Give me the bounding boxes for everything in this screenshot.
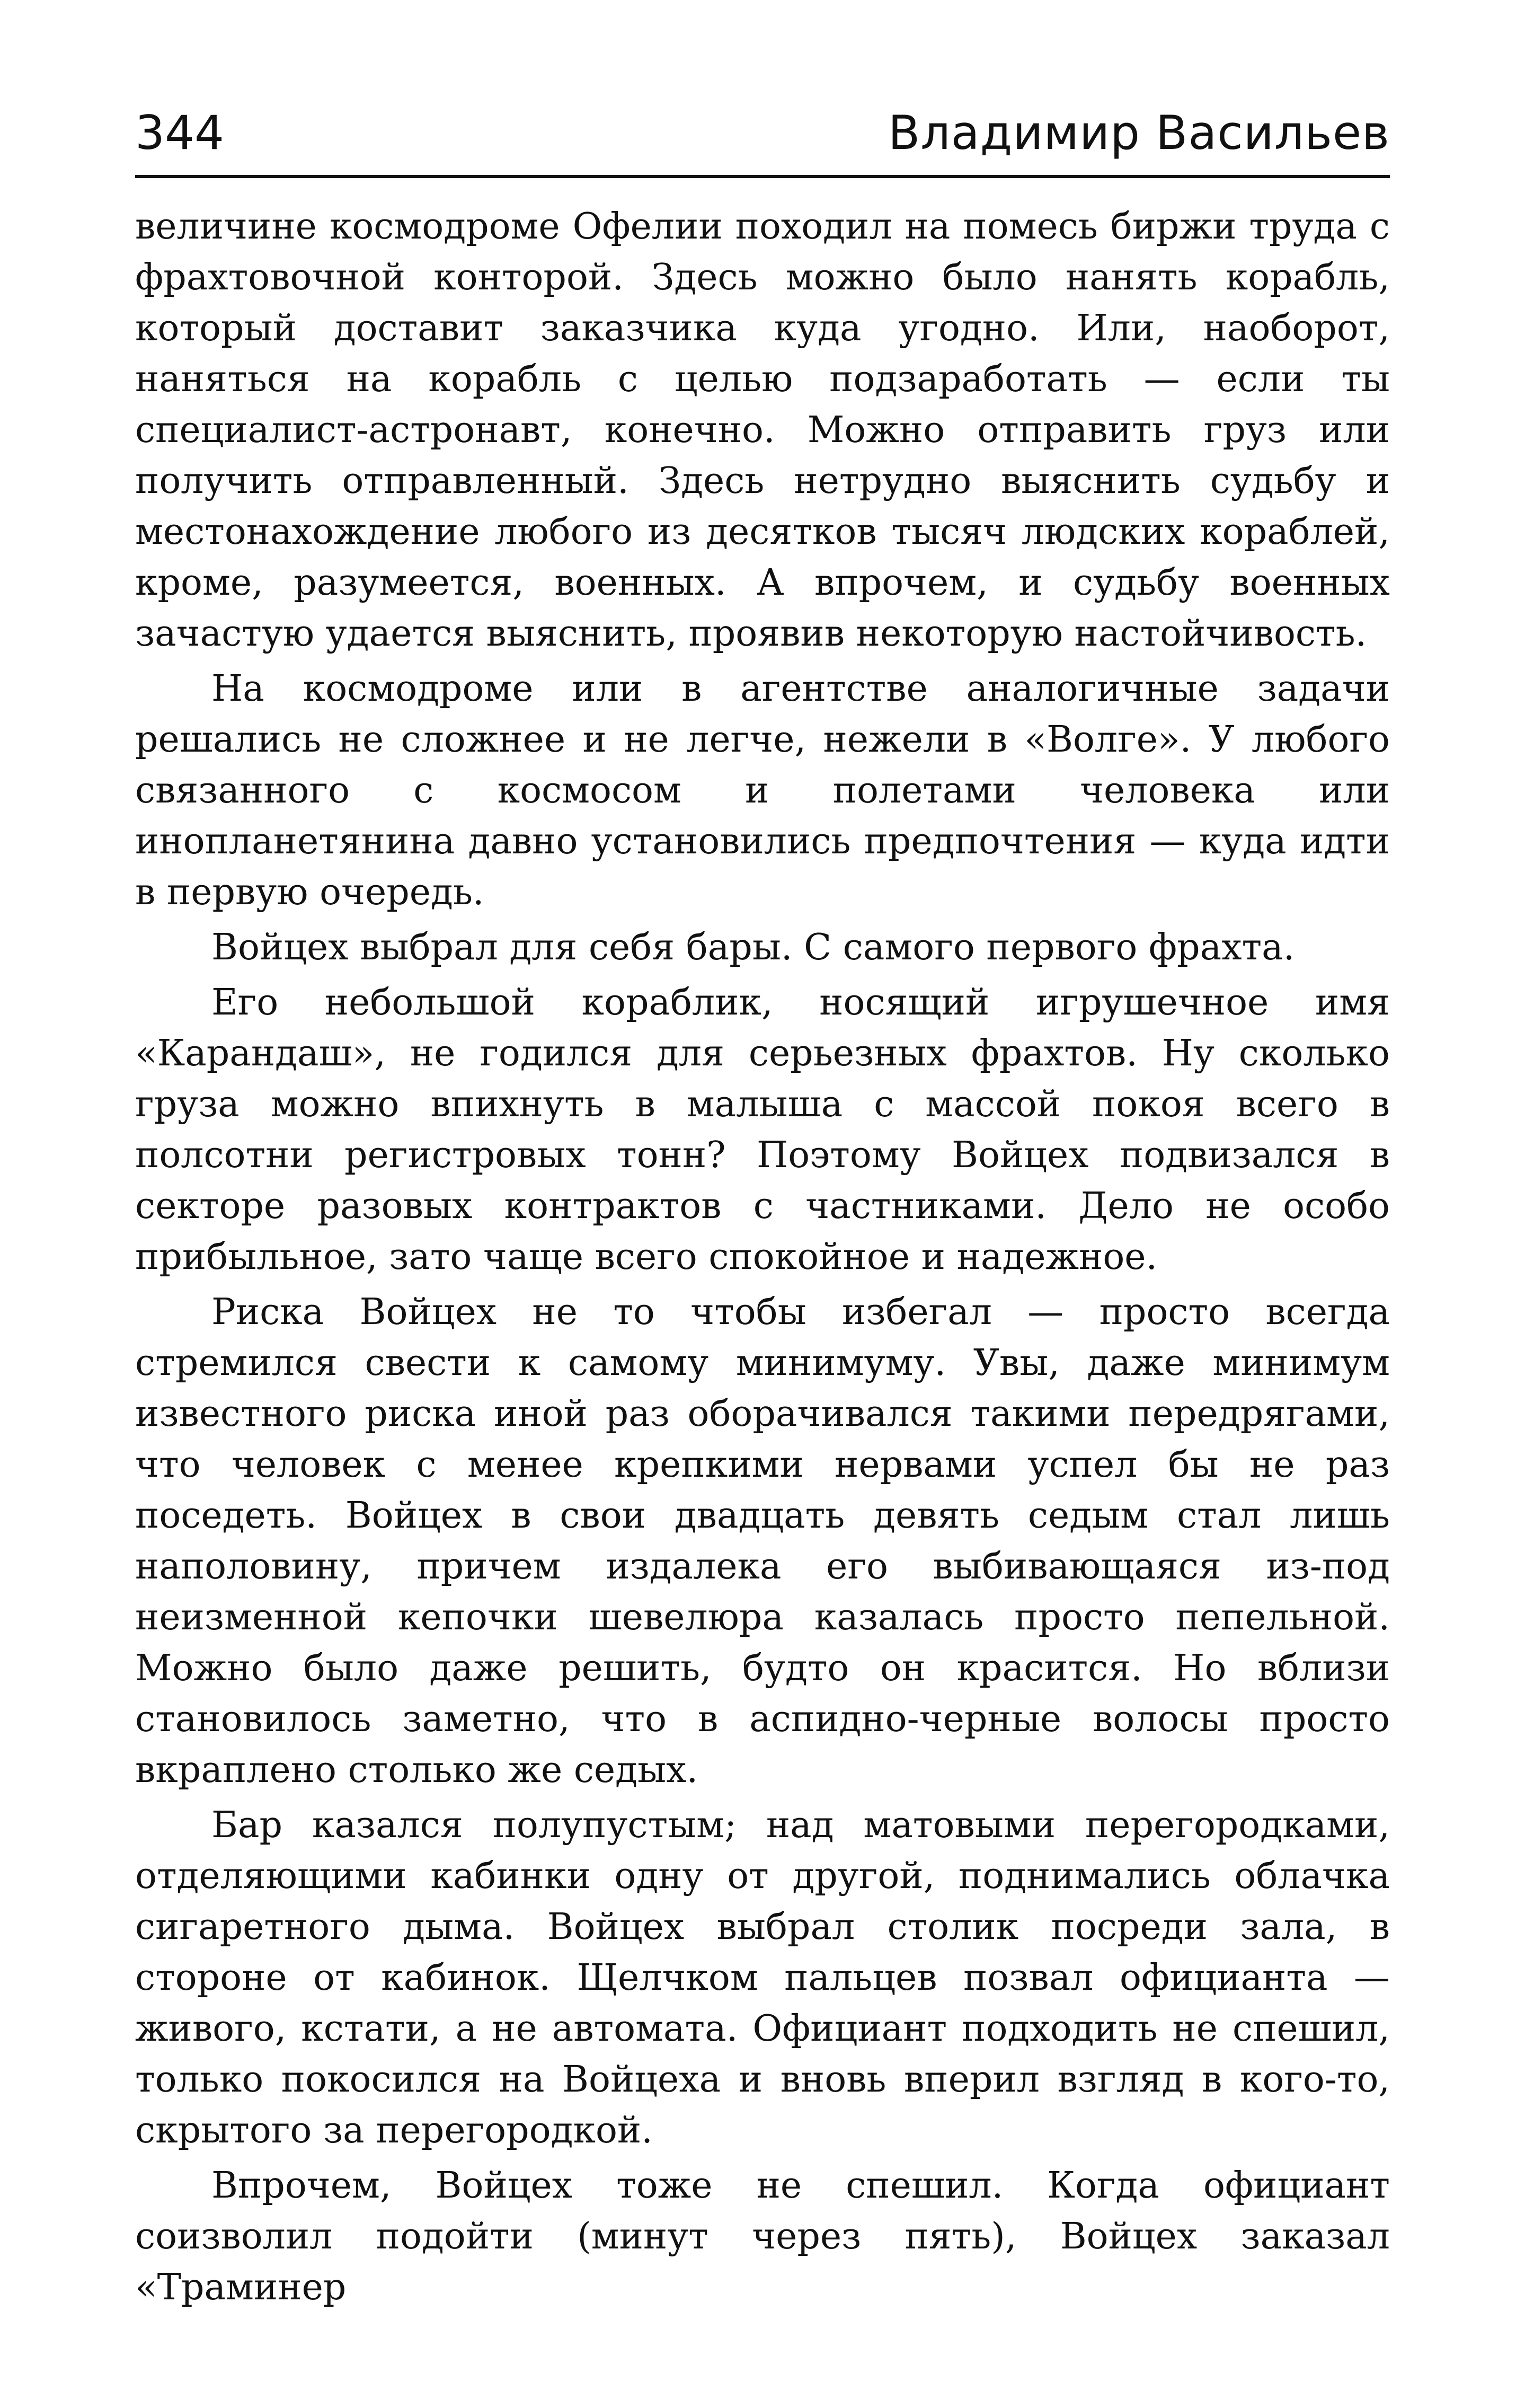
paragraph-3: Войцех выбрал для себя бары. С самого первого фрахта. [211, 927, 1295, 968]
paragraph-2: На космодроме или в агентстве аналогичные задачи решались не сложнее и не легче, нежели в «Волге». У любого связанного с космосом и полетами человека или инопланетянина давно установились предпочтения — куда идти в первую очередь. [135, 668, 1390, 913]
paragraph-4: Его небольшой кораблик, носящий игрушечное имя «Карандаш», не годился для серьезных фрахтов. Ну сколько груза можно впихнуть в малыша с массой покоя всего в полсотни регистровых тонн? Поэтому Войцех подвизался в секторе разовых контрактов с частниками. Дело не особо прибыльное, зато чаще всего спокойное и надежное. [135, 982, 1390, 1278]
book-page [135, 95, 1390, 2322]
body-text [135, 201, 1390, 2313]
author-name: Владимир Васильев [888, 105, 1390, 160]
running-head [135, 95, 1390, 178]
page-number: 344 [135, 105, 224, 160]
paragraph-6: Бар казался полупустым; над матовыми перегородками, отделяющими кабинки одну от другой, поднимались облачка сигаретного дыма. Войцех выбрал столик посреди зала, в стороне от кабинок. Щелчком пальцев позвал официанта — живого, кстати, а не автомата. Официант подходить не спешил, только покосился на Войцеха и вновь вперил взгляд в кого-то, скрытого за перегородкой. [135, 1804, 1390, 2151]
paragraph-7: Впрочем, Войцех тоже не спешил. Когда официант соизволил подойти (минут через пять), Войцех заказал «Траминер [135, 2165, 1390, 2308]
paragraph-5: Риска Войцех не то чтобы избегал — просто всегда стремился свести к самому минимуму. Увы, даже минимум известного риска иной раз оборачивался такими передрягами, что человек с менее крепкими нервами успел бы не раз поседеть. Войцех в свои двадцать девять седым стал лишь наполовину, причем издалека его выбивающаяся из-под неизменной кепочки шевелюра казалась просто пепельной. Можно было даже решить, будто он красится. Но вблизи становилось заметно, что в аспидно-черные волосы просто вкраплено столько же седых. [135, 1291, 1390, 1791]
paragraph-1: величине космодроме Офелии походил на помесь биржи труда с фрахтовочной конторой. Здесь можно было нанять корабль, который доставит заказчика куда угодно. Или, наоборот, наняться на корабль с целью подзаработать — если ты специалист-астронавт, конечно. Можно отправить груз или получить отправленный. Здесь нетрудно выяснить судьбу и местонахождение любого из десятков тысяч людских кораблей, кроме, разумеется, военных. А впрочем, и судьбу военных зачастую удается выяснить, проявив некоторую настойчивость. [135, 206, 1390, 655]
